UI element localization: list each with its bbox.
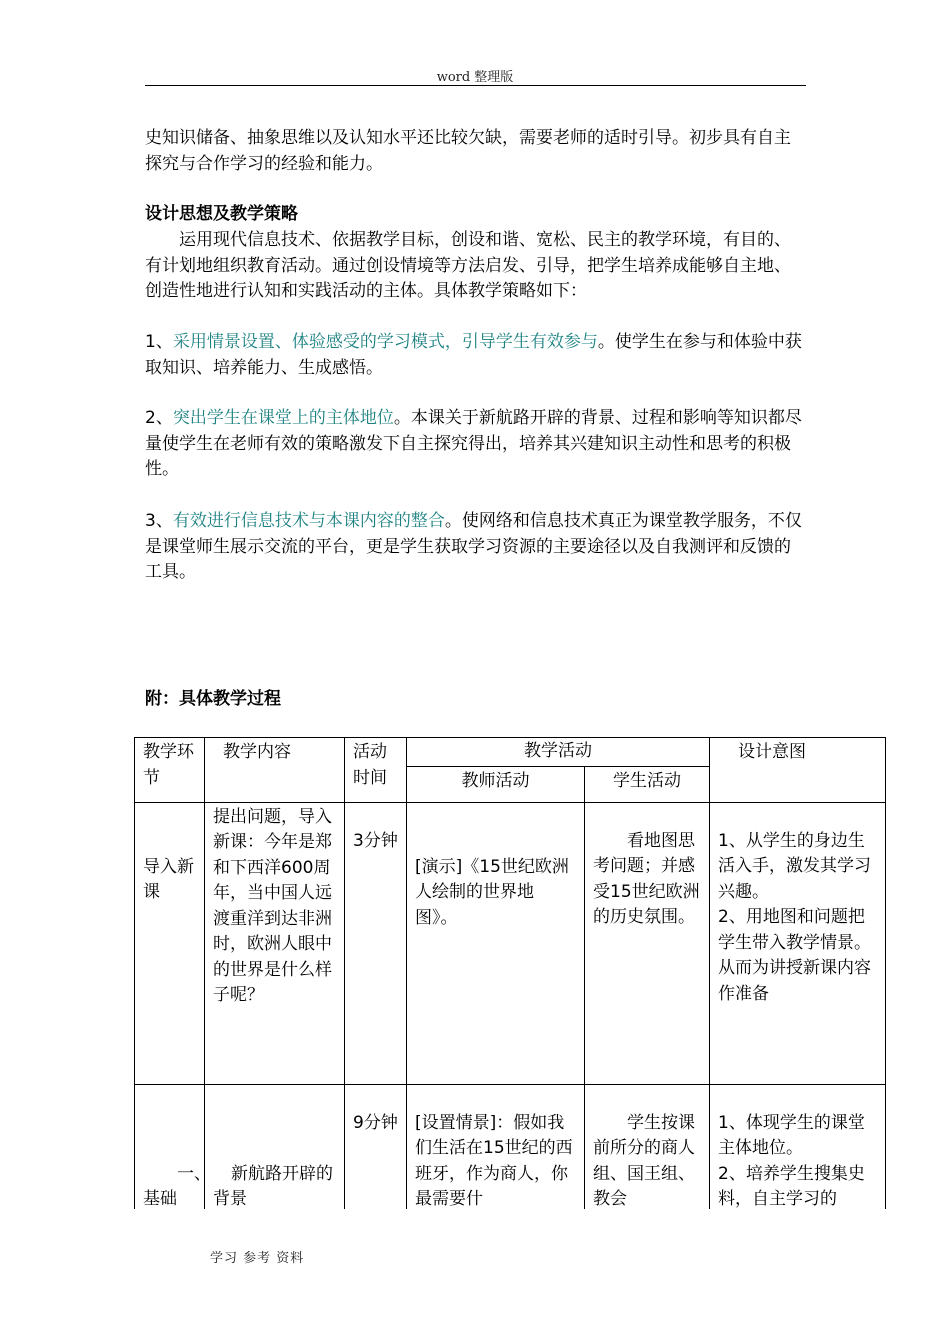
cell-student: 学生按课前所分的商人组、国王组、教会 (585, 1084, 710, 1209)
cell-stage: 导入新课 (135, 802, 205, 1084)
design-heading: 设计思想及教学策略 (145, 204, 298, 224)
strategy-number: 2、 (145, 408, 173, 428)
header-content: 教学内容 (205, 738, 345, 803)
teaching-process-table (134, 737, 886, 1209)
header-intent: 设计意图 (710, 738, 886, 803)
page-footer: 学习 参考 资料 (210, 1251, 305, 1266)
intro-paragraph: 史知识储备、抽象思维以及认知水平还比较欠缺，需要老师的适时引导。初步具有自主探究与合作学习的经验和能力。 (145, 128, 791, 174)
cell-intent (710, 1084, 886, 1209)
cell-time: 3分钟 (345, 802, 407, 1084)
strategy-key: 采用情景设置、体验感受的学习模式，引导学生有效参与 (172, 332, 598, 352)
header-student: 学生活动 (585, 766, 710, 802)
cell-time: 9分钟 (345, 1084, 407, 1209)
cell-content: 新航路开辟的背景 (205, 1084, 345, 1209)
cell-teacher: [设置情景]：假如我们生活在15世纪的西班牙，作为商人，你最需要什 (407, 1084, 585, 1209)
strategy-detail: 。使学生在参与和体验中获取知识、培养能力、生成感悟。 (145, 332, 802, 378)
cell-intent (710, 802, 886, 1084)
strategy-detail: 。使网络和信息技术真正为课堂教学服务，不仅是课堂师生展示交流的平台，更是学生获取学习资源的主要途径以及自我测评和反馈的工具。 (145, 511, 802, 582)
table-row (135, 802, 886, 1084)
intent-line: 2、培养学生搜集史料，自主学习的 (718, 1163, 865, 1209)
table-header-row (135, 738, 886, 767)
strategy-key: 有效进行信息技术与本课内容的整合 (172, 511, 445, 531)
strategy-detail: 。本课关于新航路开辟的背景、过程和影响等知识都尽量使学生在老师有效的策略激发下自主探究得出，培养其兴建知识主动性和思考的积极性。 (145, 408, 802, 479)
table-row (135, 1084, 886, 1209)
header-time: 活动时间 (345, 738, 407, 803)
strategy-number: 3、 (145, 511, 173, 531)
header-teacher: 教师活动 (407, 766, 585, 802)
strategy-key: 突出学生在课堂上的主体地位 (172, 408, 394, 428)
cell-student: 看地图思考问题；并感受15世纪欧洲的历史氛围。 (585, 802, 710, 1084)
header-stage: 教学环节 (135, 738, 205, 803)
intent-line: 2、用地图和问题把学生带入教学情景。从而为讲授新课内容作准备 (718, 907, 871, 1004)
intent-line: 1、从学生的身边生活入手，激发其学习兴趣。 (718, 830, 871, 902)
strategy-number: 1、 (145, 332, 173, 352)
cell-content: 提出问题，导入新课：今年是郑和下西洋600周年，当中国人远渡重洋到达非洲时，欧洲人眼中的世界是什么样子呢？ (205, 802, 345, 1084)
page-header: word 整理版 (436, 70, 514, 85)
cell-stage: 一、基础 (135, 1084, 205, 1209)
intent-line: 1、体现学生的课堂主体地位。 (718, 1112, 865, 1158)
header-activity: 教学活动 (407, 738, 710, 767)
appendix-heading: 附：具体教学过程 (145, 689, 281, 709)
cell-teacher: [演示]《15世纪欧洲人绘制的世界地图》。 (407, 802, 585, 1084)
design-paragraph: 运用现代信息技术、依据教学目标，创设和谐、宽松、民主的教学环境，有目的、有计划地组织教育活动。通过创设情境等方法启发、引导，把学生培养成能够自主地、创造性地进行认知和实践活动的主体。具体教学策略如下： (145, 230, 791, 301)
